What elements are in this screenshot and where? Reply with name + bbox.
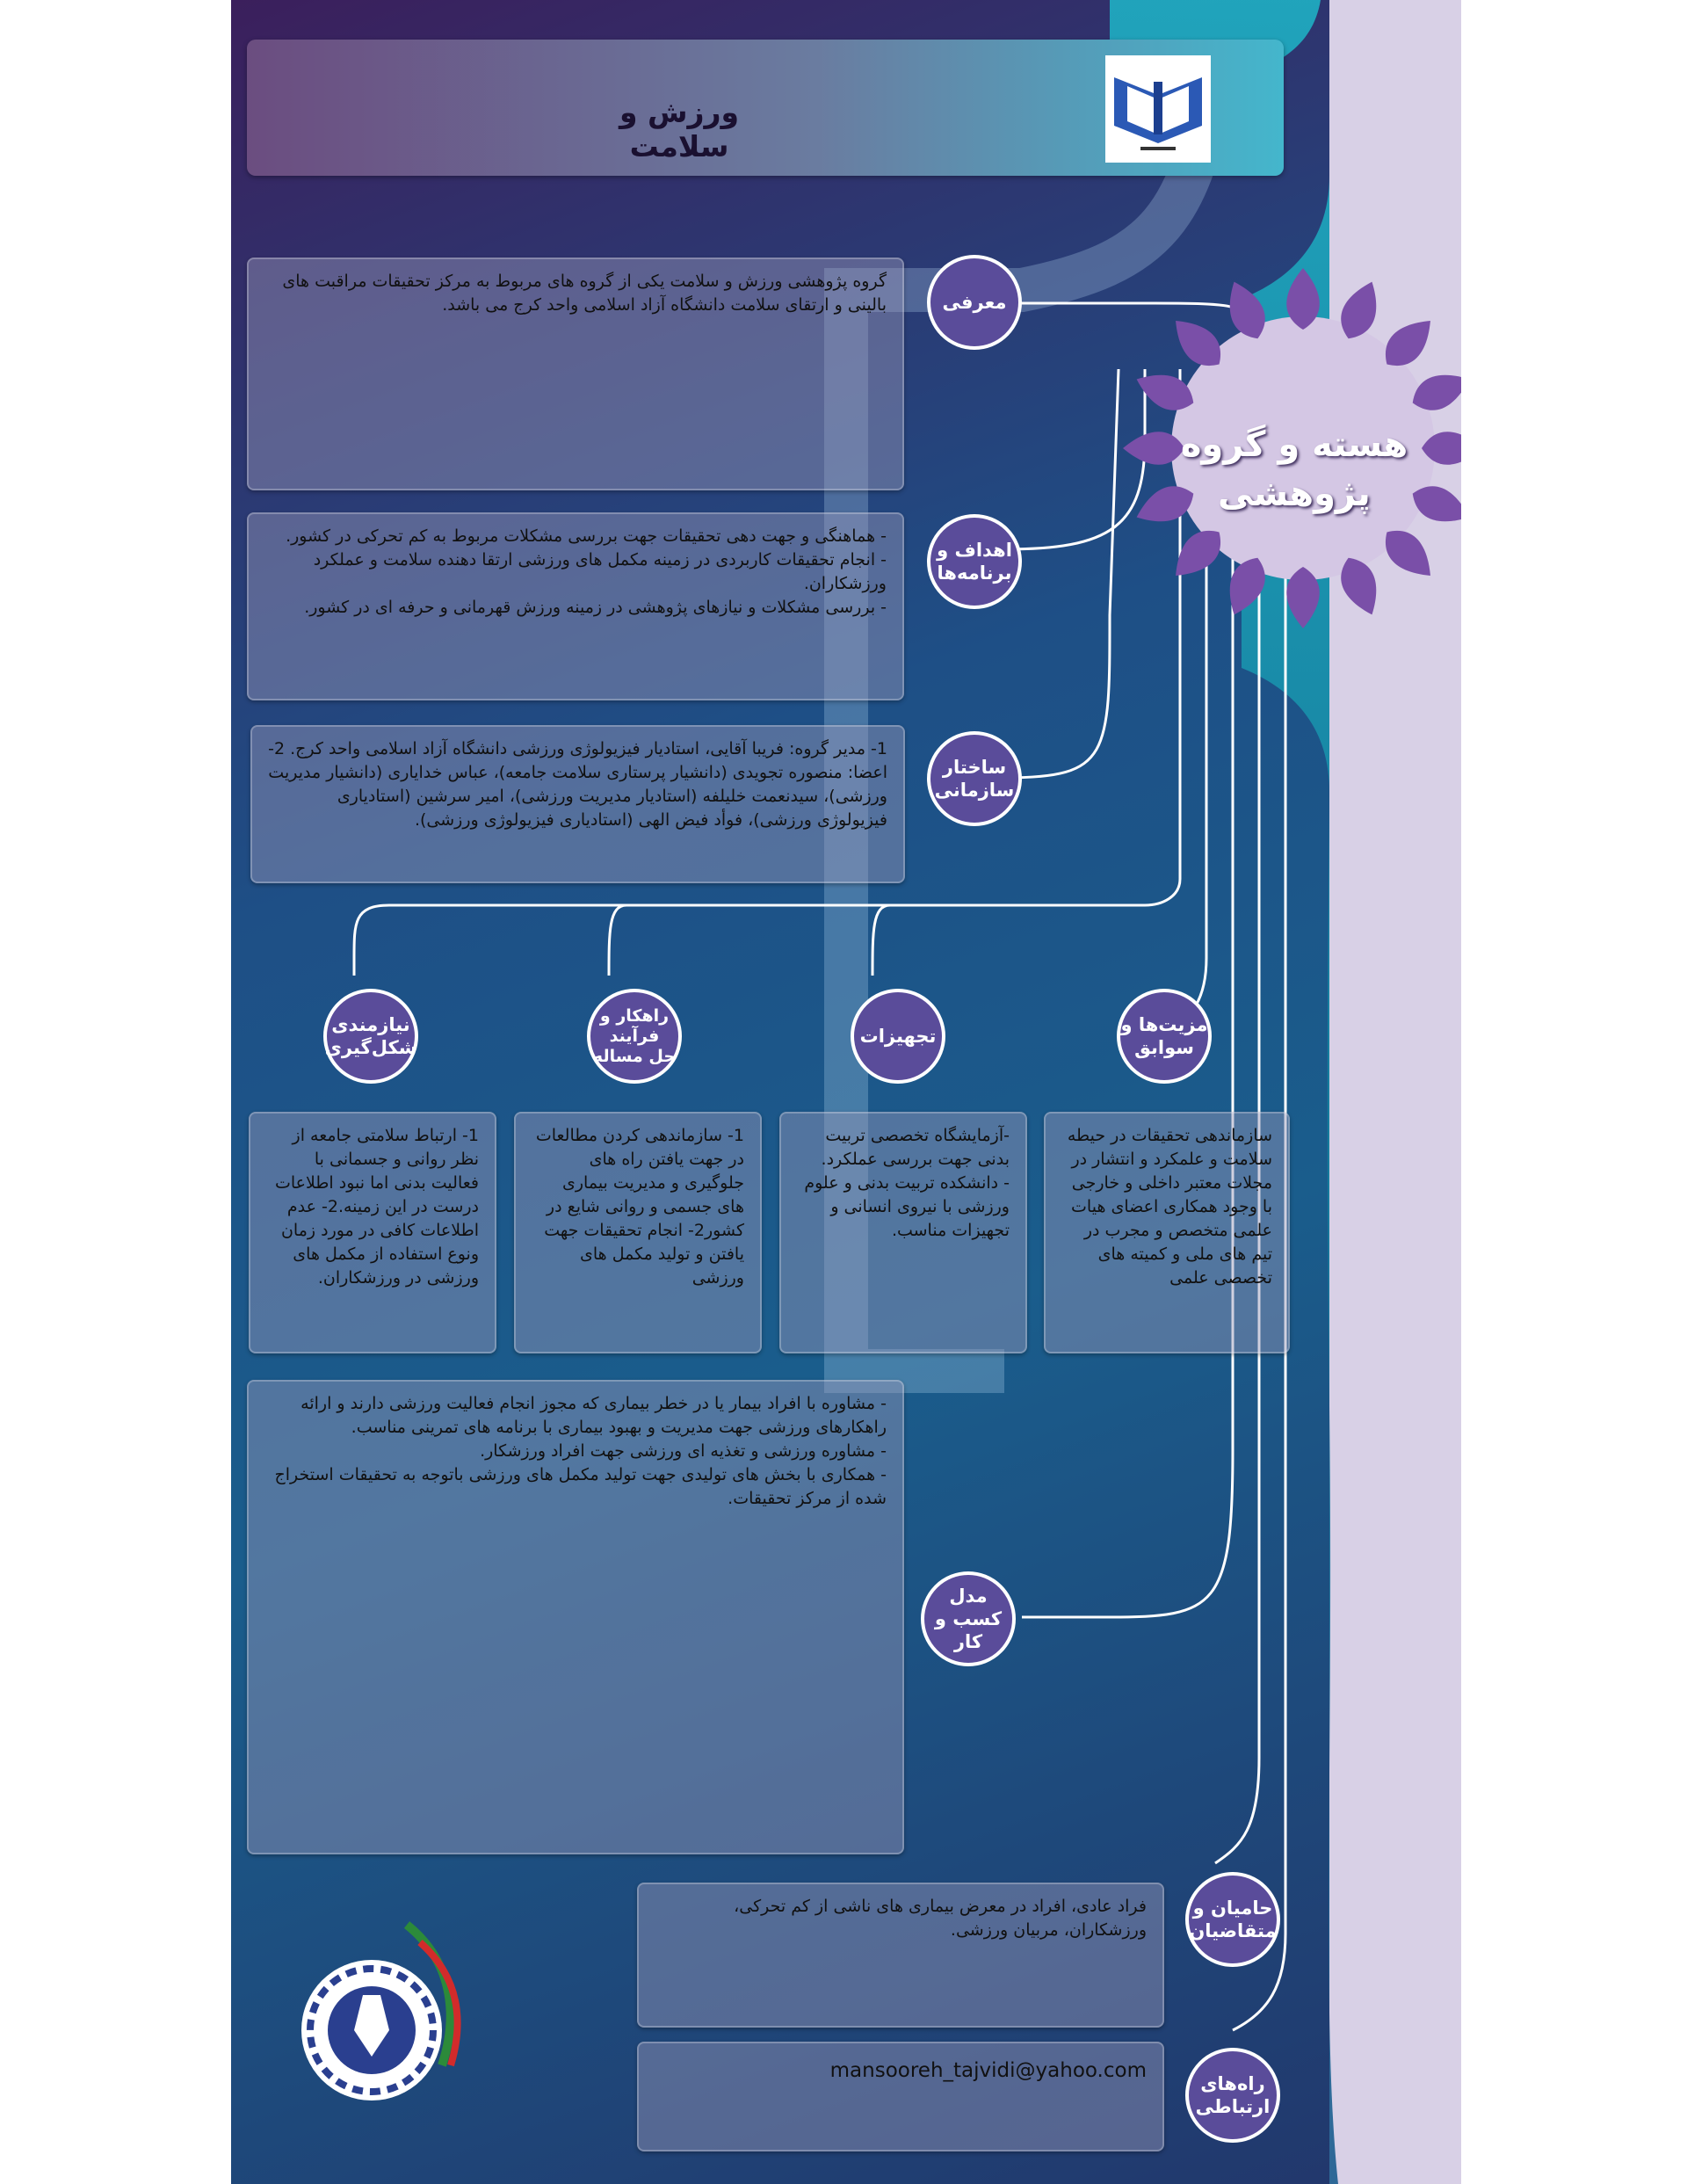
needs-box: 1- ارتباط سلامتی جامعه از نظر روانی و جسمانی با فعالیت بدنی اما نبود اطلاعات درست در این زمینه.2- عدم اطلاعات کافی در مورد زمان ونوع استفاده از مکمل های ورزشی در ورزشکاران. — [249, 1112, 496, 1353]
business-circle: مدل کسب و کار — [921, 1571, 1016, 1666]
poster — [231, 0, 1461, 2184]
contact-circle: راه‌های ارتباطی — [1185, 2048, 1280, 2143]
equipment-circle: تجهیزات — [851, 989, 945, 1084]
intro-circle: معرفی — [927, 255, 1022, 350]
sponsors-box: فراد عادی، افراد در معرض بیماری های ناشی از کم تحرکی، ورزشکاران، مربیان ورزشی. — [637, 1883, 1164, 2028]
needs-circle: نیازمندی شکل‌گیری — [323, 989, 418, 1084]
goals-box: - هماهنگی و جهت دهی تحقیقات جهت بررسی مشکلات مربوط به کم تحرکی در کشور. - انجام تحقیقات کاربردی در زمینه مکمل های ورزشی ارتقا دهنده سلامت و عملکرد ورزشکاران. - بررسی مشکلات و نیازهای پژوهشی در زمینه ورزش قهرمانی و حرفه ای در کشور. — [247, 512, 904, 700]
merits-box: سازماندهی تحقیقات در حیطه سلامت و علمکرد و انتشار در مجلات معتبر داخلی و خارجی با وجود همکاری اعضای هیات علمی متخصص و مجرب در تیم های ملی و کمیته های تخصصی علمی — [1044, 1112, 1290, 1353]
solutions-box: 1- سازماندهی کردن مطالعات در جهت یافتن راه های جلوگیری و مدیریت بیماری های جسمی و روانی شایع در کشور2- انجام تحقیقات جهت یافتن و تولید مکمل های ورزشی — [514, 1112, 762, 1353]
merits-circle: مزیت‌ها و سوابق — [1117, 989, 1212, 1084]
intro-box: گروه پژوهشی ورزش و سلامت یکی از گروه های مربوط به مرکز تحقیقات مراقبت های بالینی و ارتقای سلامت دانشگاه آزاد اسلامی واحد کرج می باشد. — [247, 258, 904, 490]
goals-circle: اهداف و برنامه‌ها — [927, 514, 1022, 609]
sponsors-circle: حامیان و متقاضیان — [1185, 1872, 1280, 1967]
equipment-box: -آزمایشگاه تخصصی تربیت بدنی جهت بررسی عملکرد. - دانشکده تربیت بدنی و علوم ورزشی با نیروی انسانی و تجهیزات مناسب. — [779, 1112, 1027, 1353]
page-title: ورزش و سلامت — [619, 95, 740, 163]
structure-box: 1- مدیر گروه: فریبا آقایی، استادیار فیزیولوژی ورزشی دانشگاه آزاد اسلامی واحد کرج. 2- اعضا: منصوره تجویدی (دانشیار پرستاری سلامت جامعه)، عباس خدایاری (دانشیار مدیریت ورزشی)، سیدنعمت خلیلفه (استادیار مدیریت ورزشی)، امیر سرشین (استادیاری فیزیولوژی ورزشی)، فوأد فیض الهی (استادیاری فیزیولوژی ورزشی). — [250, 725, 905, 883]
solutions-circle: راهکار و فرآیند حل مساله — [587, 989, 682, 1084]
business-box: - مشاوره با افراد بیمار یا در خطر بیماری که مجوز انجام فعالیت ورزشی دارند و ارائه راهکارهای ورزشی جهت مدیریت و بهبود بیماری با برنامه های تمرینی مناسب. - مشاوره ورزشی و تغذیه ای ورزشی جهت افراد ورزشکار. - همکاری با بخش های تولیدی جهت تولید مکمل های ورزشی باتوجه به تحقیقات استخراج شده از مرکز تحقیقات. — [247, 1380, 904, 1854]
structure-circle: ساختار سازمانی — [927, 731, 1022, 826]
anniversary-emblem — [271, 1898, 473, 2144]
contact-email[interactable]: mansooreh_tajvidi@yahoo.com — [637, 2042, 1164, 2151]
university-logo — [1105, 55, 1211, 163]
side-title: هسته و گروه پژوهشی — [1180, 424, 1408, 514]
